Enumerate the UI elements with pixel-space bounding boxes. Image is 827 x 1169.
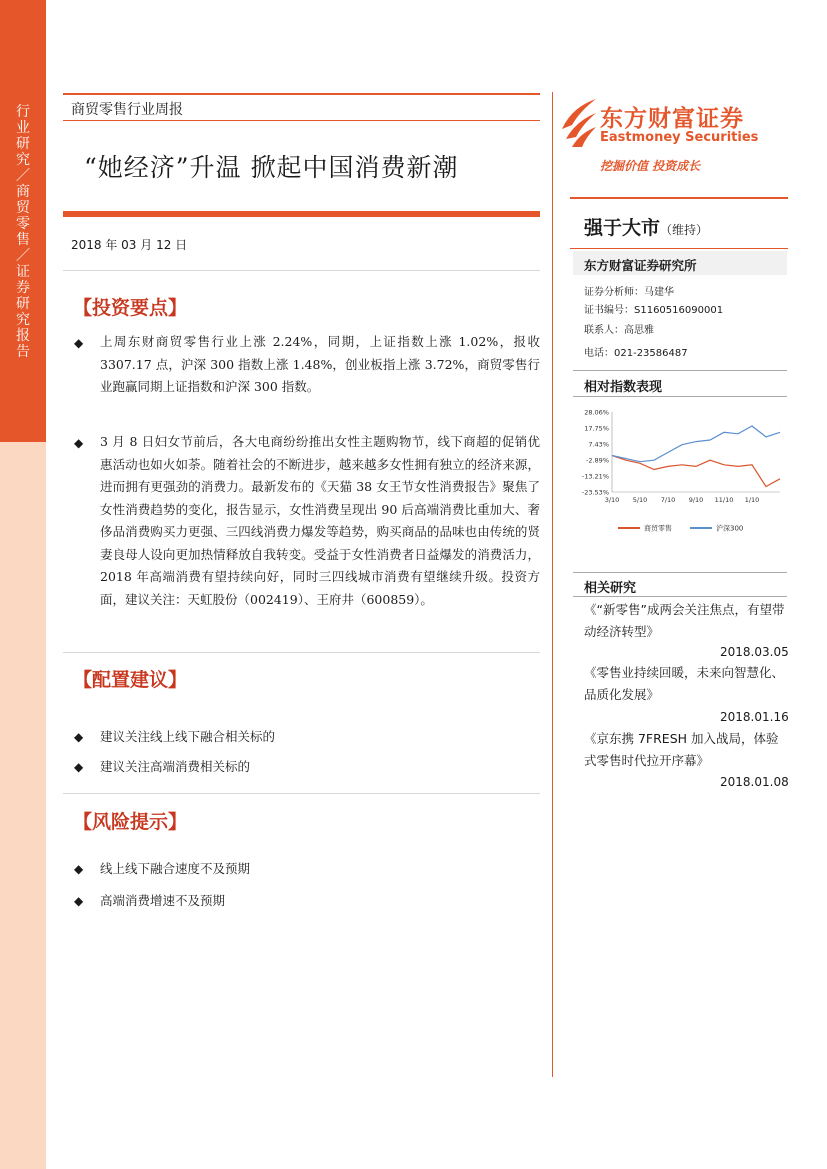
- allocation-item: 建议关注线上线下融合相关标的: [100, 729, 276, 744]
- paragraph-weekly-summary: 上周东财商贸零售行业上涨 2.24%，同期，上证指数上涨 1.02%，报收 3307.17 点，沪深 300 指数上涨 1.48%，创业板指上涨 3.72%，商贸零售行业跑赢同期上证指数和沪深 300 指数。: [100, 334, 540, 394]
- divider: [573, 572, 787, 573]
- page-title: “她经济”升温 掀起中国消费新潮: [84, 153, 459, 182]
- bullet-icon: ◆: [74, 730, 84, 744]
- y-tick-label: -2.89%: [586, 456, 609, 465]
- rating-label: 强于大市: [584, 217, 661, 239]
- bullet-icon: ◆: [74, 894, 84, 908]
- y-tick-label: -23.53%: [581, 488, 609, 497]
- related-report-date: 2018.01.16: [720, 710, 789, 724]
- related-report-date: 2018.03.05: [720, 645, 789, 659]
- x-tick-label: 7/10: [660, 496, 676, 504]
- section-heading-investment: 【投资要点】: [73, 297, 188, 319]
- eastmoney-logo-icon: [558, 95, 598, 147]
- divider: [573, 596, 787, 597]
- bullet-icon: ◆: [74, 862, 84, 876]
- report-type: 商贸零售行业周报: [71, 102, 183, 118]
- analyst-name: 证券分析师：马建华: [584, 287, 674, 298]
- column-divider: [552, 92, 553, 1077]
- report-date: 2018 年 03 月 12 日: [71, 238, 188, 252]
- series-line-1: [612, 426, 780, 462]
- related-report-title[interactable]: 《“新零售”成两会关注焦点，有望带动经济转型》: [584, 602, 785, 639]
- section-heading-risk: 【风险提示】: [73, 811, 188, 833]
- risk-item: 高端消费增速不及预期: [100, 893, 226, 908]
- legend-label: 商贸零售: [644, 524, 672, 533]
- related-report-date: 2018.01.08: [720, 775, 789, 789]
- related-heading: 相关研究: [584, 581, 637, 596]
- rating-rule-bottom: [570, 248, 788, 249]
- divider: [63, 793, 540, 794]
- title-bar: [63, 211, 540, 217]
- brand-slogan: 挖掘价值 投资成长: [600, 159, 701, 173]
- x-tick-label: 5/10: [632, 496, 648, 504]
- cert-number: 证书编号：S1160516090001: [584, 305, 724, 316]
- x-tick-label: 1/10: [744, 496, 760, 504]
- phone-number: 电话：021-23586487: [584, 348, 688, 359]
- x-tick-label: 9/10: [688, 496, 704, 504]
- paragraph-womens-day: 3 月 8 日妇女节前后，各大电商纷纷推出女性主题购物节，线下商超的促销优惠活动也如火如荼。随着社会的不断进步，越来越多女性拥有独立的经济来源，进而拥有更强劲的消费力。最新发布的《天猫 38 女王节女性消费报告》聚焦了女性消费趋势的变化，报告显示，女性消费呈现出 90 后高端消费比重加大、奢侈品消费购买力更强、三四线消费力爆发等趋势，购买商品的品味也由传统的贤妻良母人设向更加热情释放自我转变。受益于女性消费者日益爆发的消费活力，2018 年高端消费有望持续向好，同时三四线城市消费有望继续升级。投资方面，建议关注：天虹股份（002419）、王府井（600859）。: [100, 434, 540, 607]
- rating-rule-top: [570, 197, 788, 199]
- contact-person: 联系人：高思雅: [584, 325, 654, 336]
- bullet-icon: ◆: [74, 436, 84, 450]
- legend-label: 沪深300: [716, 524, 744, 533]
- bullet-icon: ◆: [74, 336, 84, 350]
- y-tick-label: 28.06%: [584, 408, 609, 417]
- bullet-icon: ◆: [74, 760, 84, 774]
- divider: [573, 370, 787, 371]
- allocation-item: 建议关注高端消费相关标的: [100, 759, 251, 774]
- institute-name: 东方财富证券研究所: [584, 258, 697, 273]
- x-tick-label: 3/10: [604, 496, 620, 504]
- related-report-title[interactable]: 《京东携 7FRESH 加入战局，体验式零售时代拉开序幕》: [584, 731, 779, 768]
- x-tick-label: 11/10: [714, 496, 734, 504]
- header-rule: [63, 93, 540, 95]
- brand-name-en: Eastmoney Securities: [600, 130, 759, 145]
- divider: [63, 270, 540, 271]
- risk-item: 线上线下融合速度不及预期: [100, 861, 251, 876]
- brand-name-cn: 东方财富证券: [600, 106, 744, 132]
- y-tick-label: 7.43%: [588, 440, 609, 449]
- rating-block: [584, 213, 708, 240]
- y-tick-label: 17.75%: [584, 424, 609, 433]
- y-tick-label: -13.21%: [581, 472, 609, 481]
- divider: [63, 652, 540, 653]
- section-heading-allocation: 【配置建议】: [73, 669, 188, 691]
- rating-note: （维持）: [660, 223, 709, 237]
- chart-heading: 相对指数表现: [584, 380, 663, 395]
- series-line-0: [612, 456, 780, 487]
- divider: [573, 396, 787, 397]
- header-rule-lower: [63, 120, 540, 121]
- relative-index-chart: [572, 406, 788, 540]
- related-report-title[interactable]: 《零售业持续回暖，未来向智慧化、品质化发展》: [584, 665, 785, 702]
- sidebar-category-text: 行业研究／商贸零售／证券研究报告: [16, 104, 30, 360]
